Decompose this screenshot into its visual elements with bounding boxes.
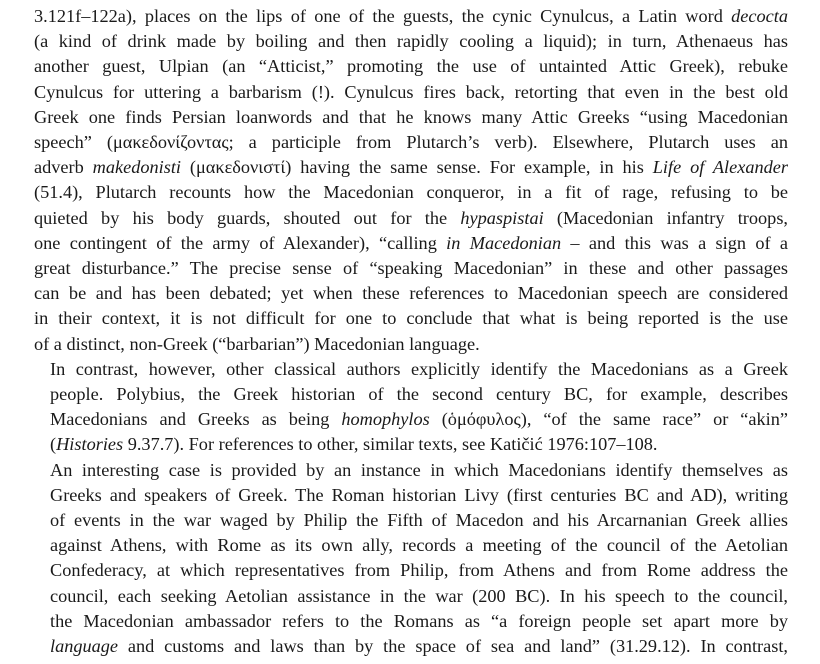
text-run: Greeks and speakers of Greek. The Roman historian Livy (first centuries BC and AD), writing	[50, 484, 788, 505]
text-run: can be and has been debated; yet when these references to Macedonian speech are considered	[34, 283, 788, 304]
text-line	[34, 105, 788, 130]
text-line	[34, 306, 788, 331]
text-run: people. Polybius, the Greek historian of the second century BC, for example, describes	[50, 384, 788, 405]
text-run: Macedonians and Greeks as being	[50, 409, 342, 430]
text-run: quieted by his body guards, shouted out for the	[34, 207, 461, 228]
text-line	[34, 332, 788, 357]
text-line	[34, 180, 788, 205]
text-run: great disturbance.” The precise sense of “speaking Macedonian” in these and other passages	[34, 258, 788, 279]
text-line	[34, 558, 788, 583]
text-run: (	[50, 434, 57, 455]
text-line	[34, 29, 788, 54]
text-run: one contingent of the army of Alexander), “calling	[34, 232, 447, 253]
italic-text: homophylos	[341, 409, 430, 430]
text-run: another guest, Ulpian (an “Atticist,” promoting the use of untainted Attic Greek), rebuke	[34, 56, 788, 77]
text-run: in their context, it is not difficult for one to conclude that what is being reported is the use	[34, 308, 788, 329]
text-line	[34, 231, 788, 256]
text-line	[34, 256, 788, 281]
text-run: council, each seeking Aetolian assistance in the war (200 BC). In his speech to the council,	[50, 585, 788, 606]
text-line	[34, 382, 788, 407]
text-run: (ὁμόφυλος), “of the same race” or “akin”	[429, 409, 788, 430]
text-line	[34, 80, 788, 105]
text-run: (a kind of drink made by boiling and then rapidly cooling a liquid); in turn, Athenaeus has	[34, 31, 788, 52]
text-line	[34, 483, 788, 508]
text-line	[34, 281, 788, 306]
text-line	[34, 130, 788, 155]
text-run: speech” (μακεδονίζοντας; a participle from Plutarch’s verb). Elsewhere, Plutarch uses an	[34, 132, 788, 153]
text-run: – and this was a sign of a	[561, 232, 789, 253]
text-run: Confederacy, at which representatives from Philip, from Athens and from Rome address the	[50, 560, 788, 581]
text-line	[34, 458, 788, 483]
italic-text: language	[50, 636, 119, 657]
text-run: Greek one finds Persian loanwords and that he knows many Attic Greeks “using Macedonian	[34, 106, 788, 127]
text-line	[34, 407, 788, 432]
text-line	[34, 206, 788, 231]
italic-text: hypaspistai	[460, 207, 544, 228]
text-run: An interesting case is provided by an instance in which Macedonians identify themselves as	[50, 459, 788, 480]
text-line	[34, 508, 788, 533]
text-line	[34, 4, 788, 29]
text-line	[34, 584, 788, 609]
text-line	[34, 634, 788, 659]
text-run: (Macedonian infantry troops,	[543, 207, 789, 228]
document-page	[34, 4, 788, 659]
italic-text: makedonisti	[92, 157, 181, 178]
text-run: Cynulcus for uttering a barbarism (!). Cynulcus fires back, retorting that even in the best old	[34, 81, 788, 102]
italic-text: Histories	[56, 434, 124, 455]
text-run: of events in the war waged by Philip the Fifth of Macedon and his Arcarnanian Greek allies	[50, 510, 788, 531]
text-run: the Macedonian ambassador refers to the Romans as “a foreign people set apart more by	[50, 610, 788, 631]
text-run: against Athens, with Rome as its own ally, records a meeting of the council of the Aetolian	[50, 535, 788, 556]
text-run: 9.37.7). For references to other, similar texts, see Katičić 1976:107–108.	[123, 434, 658, 455]
text-run: 3.121f–122a), places on the lips of one of the guests, the cynic Cynulcus, a Latin word	[34, 6, 732, 26]
text-line	[34, 533, 788, 558]
text-line	[34, 155, 788, 180]
paragraph	[34, 4, 788, 357]
text-line	[34, 54, 788, 79]
italic-text: decocta	[731, 6, 788, 26]
paragraph	[34, 357, 788, 458]
text-run: of a distinct, non-Greek (“barbarian”) Macedonian language.	[34, 333, 480, 354]
text-run: (μακεδονιστί) having the same sense. For example, in his	[181, 157, 653, 178]
text-line	[34, 432, 788, 457]
paragraph	[34, 458, 788, 660]
text-run: In contrast, however, other classical authors explicitly identify the Macedonians as a Greek	[50, 358, 788, 379]
text-line	[34, 609, 788, 634]
italic-text: Life of Alexander	[652, 157, 788, 178]
text-line	[34, 357, 788, 382]
italic-text: in Macedonian	[446, 232, 562, 253]
text-run: adverb	[34, 157, 93, 178]
text-run: and customs and laws than by the space of sea and land” (31.29.12). In contrast,	[118, 636, 788, 657]
text-run: (51.4), Plutarch recounts how the Macedonian conqueror, in a fit of rage, refusing to be	[34, 182, 788, 203]
